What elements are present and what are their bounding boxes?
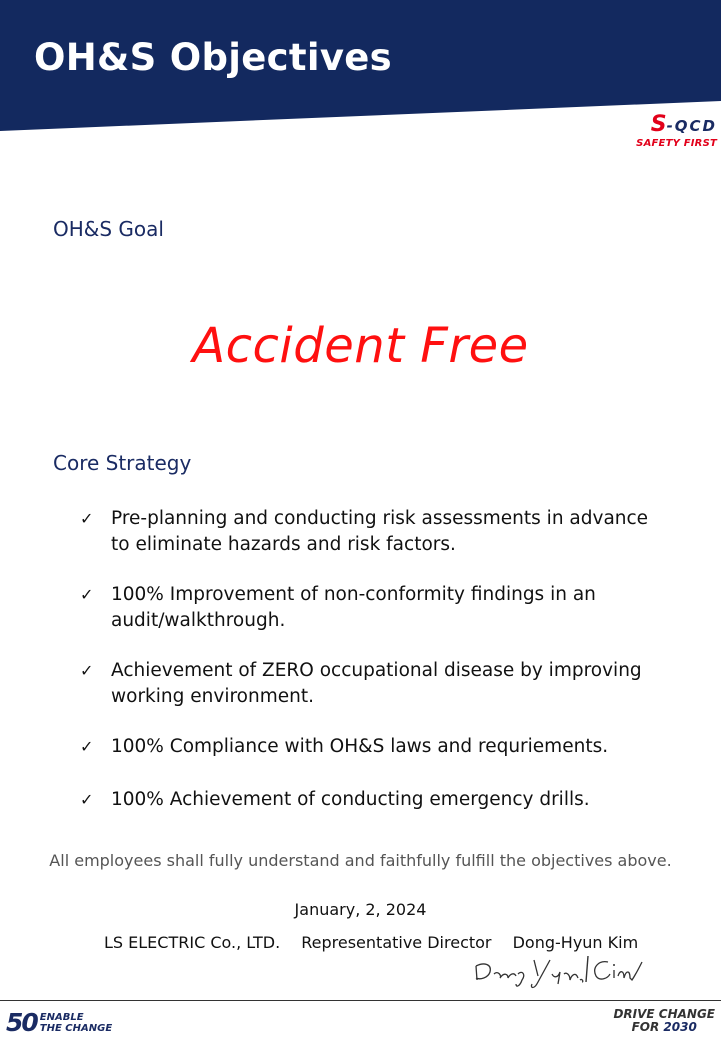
for-text: FOR (631, 1020, 664, 1034)
fifty-anniversary-mark: 50 (6, 1008, 37, 1037)
strategy-item (80, 658, 660, 710)
enable-the-change-text (40, 1012, 112, 1034)
check-icon: ✓ (80, 509, 94, 528)
signatory-line (104, 933, 654, 952)
year-text: 2030 (663, 1020, 697, 1034)
strategy-item-text: 100% Achievement of conducting emergency drills. (111, 789, 590, 810)
strategy-item (80, 582, 660, 634)
check-icon: ✓ (80, 737, 94, 756)
strategy-item-text: 100% Compliance with OH&S laws and requriements. (111, 736, 609, 757)
the-change-line: THE CHANGE (39, 1022, 113, 1034)
enable-line: ENABLE (39, 1011, 84, 1023)
strategy-item (80, 734, 660, 760)
strategy-item-text: Achievement of ZERO occupational disease by improving working environment. (111, 660, 642, 707)
logo-qcd: -QCD (666, 117, 717, 135)
strategy-item (80, 787, 660, 813)
closing-note: All employees shall fully understand and faithfully fulfill the objectives above. (49, 851, 672, 870)
strategy-item-text: Pre-planning and conducting risk assessments in advance to eliminate hazards and risk factors. (111, 508, 649, 555)
goal-statement: Accident Free (192, 318, 529, 374)
check-icon: ✓ (80, 661, 94, 680)
signatory-name: Dong-Hyun Kim (512, 933, 639, 952)
goal-heading: OH&S Goal (53, 217, 164, 241)
check-icon: ✓ (80, 585, 94, 604)
for-2030-line (613, 1021, 715, 1034)
logo-s: S (650, 112, 667, 137)
sqcd-logo (636, 114, 717, 150)
drive-change-line: DRIVE CHANGE (613, 1007, 715, 1021)
strategy-heading: Core Strategy (53, 451, 192, 475)
signatory-role: Representative Director (301, 933, 492, 952)
strategy-item (80, 506, 660, 558)
company-name: LS ELECTRIC Co., LTD. (104, 933, 281, 952)
strategy-item-text: 100% Improvement of non-conformity findings in an audit/walkthrough. (111, 584, 596, 631)
footer-drive-change (613, 1008, 715, 1034)
page-title: OH&S Objectives (34, 36, 392, 79)
strategy-list (80, 506, 660, 813)
logo-safety-first: SAFETY FIRST (636, 138, 717, 149)
handwritten-signature (470, 952, 645, 994)
footer-logo-enable-the-change (6, 1008, 112, 1037)
check-icon: ✓ (80, 790, 94, 809)
footer-divider (0, 1000, 721, 1001)
sign-date: January, 2, 2024 (294, 900, 427, 919)
